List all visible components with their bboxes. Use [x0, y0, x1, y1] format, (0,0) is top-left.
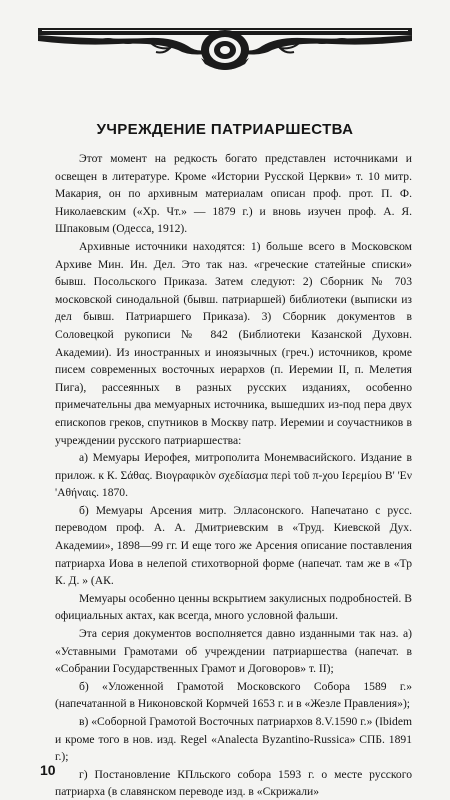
page-number: 10 — [40, 762, 56, 778]
paragraph: Мемуары особенно ценны вскрытием закулисных подробностей. В официальных актах, как всегда, много условной фальши. — [55, 591, 412, 623]
paragraph: в) «Соборной Грамотой Восточных патриархов 8.V.1590 г.» (Ibidem и кроме того в нов. изд. Regel «Analecta Byzantino-Russica» СПБ. 1891 г.); — [55, 715, 412, 764]
paragraph: Этот момент на редкость богато представлен источниками и освещен в литературе. Кроме «Истории Русской Церкви» т. 10 митр. Макария, он по архивным материалам описан проф. прот. П. Ф. Николаевским («Хр. Чт.» — 1879 г.) и вновь изучен проф. А. Я. Шпаковым (Одесса, 1912). — [55, 152, 412, 236]
paragraph: Эта серия документов восполняется давно изданными так наз. а) «Уставными Грамотами об учреждении патриаршества (напечат. в «Собрании Государственных Грамот и Договоров» т. II); — [55, 627, 412, 676]
page-title: УЧРЕЖДЕНИЕ ПАТРИАРШЕСТВА — [96, 121, 354, 138]
paragraph: Архивные источники находятся: 1) больше всего в Московском Архиве Мин. Ин. Дел. Это так наз. «греческие статейные списки» бывш. Посольского Приказа. Затем следуют: 2) Сборник № 703 московской синодальной (бывш. патриаршей) библиотеки (выписки из дел бывш. Патриаршего Приказа). 3) Сборник документов в Соловецкой рукописи № 842 (Библиотеки Казанской Духовн. Академии). Из иностранных и иноязычных (греч.) источников, кроме писем современных восточных иерархов (п. Иеремии II, п. Мелетия Пига), рассеянных в разных русских изданиях, особенно примечательны два мемуарных источника, вышедших из-под пера двух епископов греков, спутников в Москву патр. Иеремии и соучастников в учреждении русского патриаршества: — [55, 239, 412, 447]
paragraph: б) Мемуары Арсения митр. Элласонского. Напечатано с русс. переводом проф. А. А. Дмитриевским в «Труд. Киевской Дух. Академии», 1898—99 гг. И еще того же Арсения описание поставления патриарха Иова в нелепой стихотворной форме (напечат. там же в «Тр К. Д. » (АК. — [55, 503, 412, 588]
decorative-ornament-header — [38, 28, 412, 72]
paragraph: г) Постановление КПльского собора 1593 г. о месте русского патриарха (в славянском переводе изд. в «Скрижали» — [55, 767, 412, 799]
paragraph: а) Мемуары Иерофея, митрополита Монемвасийского. Издание в прилож. к К. Σάθας. Βιογραφικὸν σχεδίασμα περὶ τοῦ π-χου Ιερεμίου Β' 'Εν 'Αθήναις. 1870. — [55, 451, 412, 500]
document-body — [55, 150, 412, 800]
paragraph: б) «Уложенной Грамотой Московского Собора 1589 г.» (напечатанной в Никоновской Кормчей 1653 г. и в «Жезле Правления»); — [55, 679, 412, 711]
